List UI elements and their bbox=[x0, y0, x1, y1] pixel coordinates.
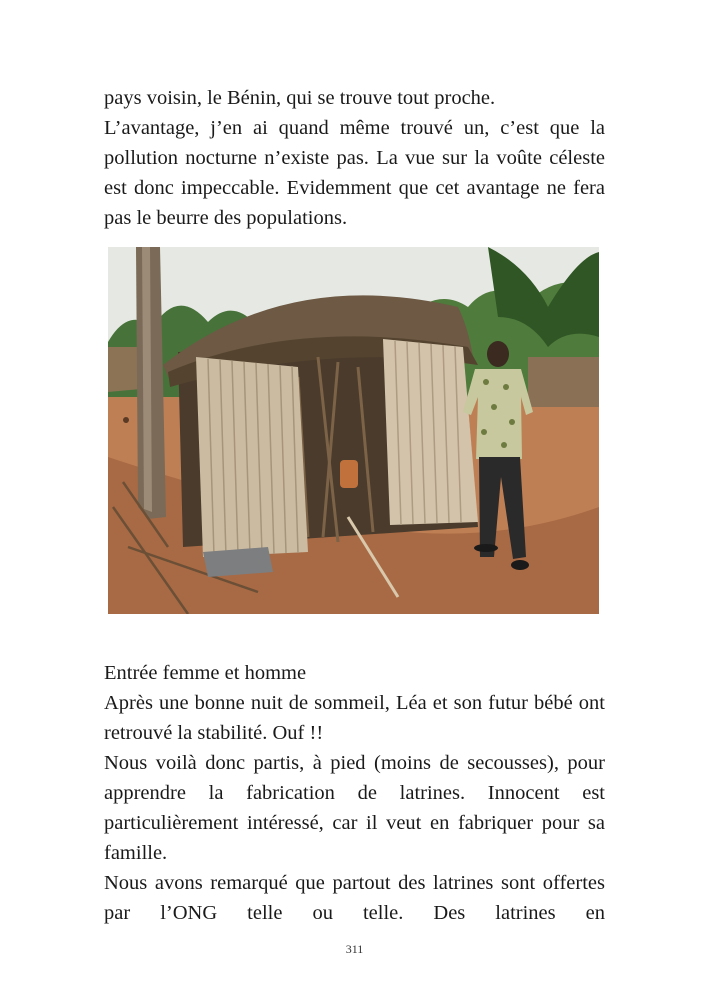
top-text-block bbox=[104, 83, 605, 233]
paragraph: Après une bonne nuit de sommeil, Léa et son futur bébé ont retrouvé la stabilité. Ouf !! bbox=[104, 692, 605, 744]
bottom-text-block bbox=[104, 658, 605, 928]
paragraph: Nous avons remarqué que partout des latrines sont offertes par l’ONG telle ou telle. Des latrines en bbox=[104, 872, 605, 924]
latrine-photo bbox=[108, 247, 599, 614]
paragraph: Nous voilà donc partis, à pied (moins de secousses), pour apprendre la fabrication de latrines. Innocent est particulièrement intéressé, car il veut en fabriquer pour sa famille. bbox=[104, 752, 605, 864]
paragraph: pays voisin, le Bénin, qui se trouve tout proche. bbox=[104, 87, 496, 109]
page-number: 311 bbox=[345, 942, 364, 956]
photo-caption: Entrée femme et homme bbox=[104, 662, 307, 684]
paragraph: L’avantage, j’en ai quand même trouvé un, c’est que la pollution nocturne n’existe pas. La vue sur la voûte céleste est donc impeccable. Evidemment que cet avantage ne fera pas le beurre des populations. bbox=[104, 117, 605, 229]
